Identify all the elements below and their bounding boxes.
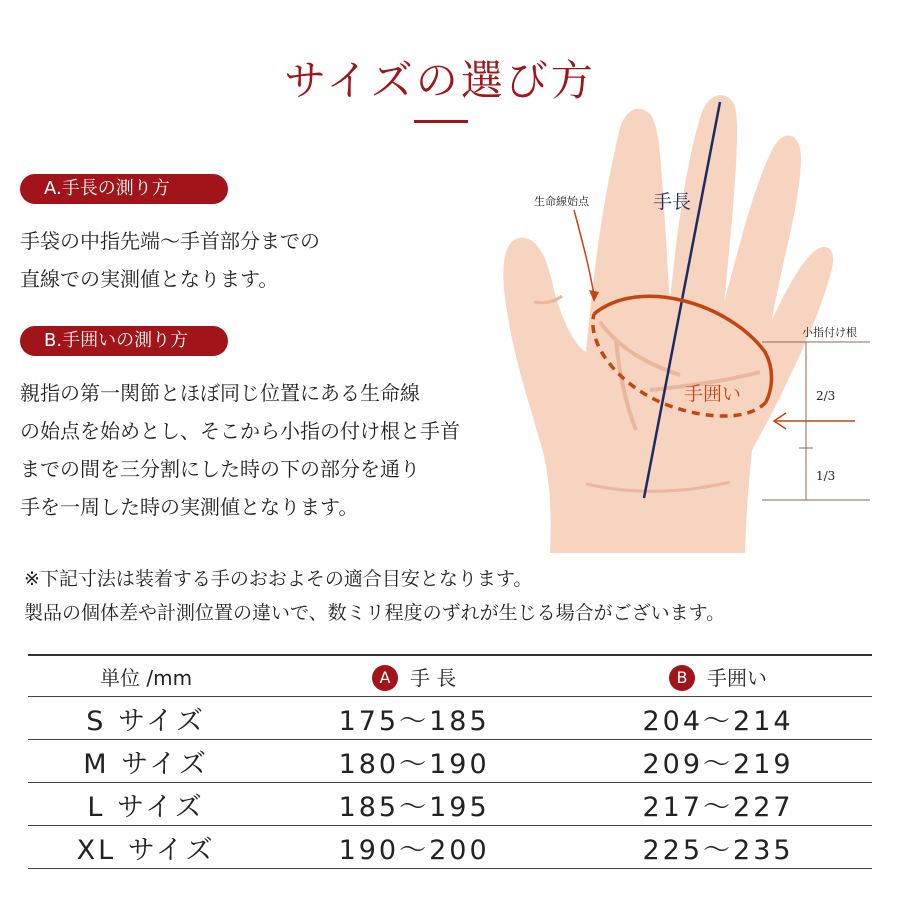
section-b-line: 親指の第一関節とほぼ同じ位置にある生命線 [20,381,420,405]
section-a-text [20,222,400,298]
table-row [28,697,872,740]
size-name: S サイズ [28,697,264,740]
circumference-header-label: 手囲い [707,665,768,690]
hand-diagram [490,90,900,560]
hand-length-header-label: 手 長 [409,665,457,690]
size-name: L サイズ [28,783,264,826]
section-a-line: 直線での実測値となります。 [20,267,279,291]
two-thirds-label: 2/3 [816,389,836,403]
section-b-text [20,374,520,526]
size-name: XL サイズ [28,826,264,869]
title-underline [414,120,468,123]
section-a-line: 手袋の中指先端〜手首部分までの [20,229,320,253]
hand-length-header [264,655,564,697]
hand-shape [503,95,836,553]
page-title: サイズの選び方 [284,56,596,105]
unit-header: 単位 /mm [28,655,264,697]
badge-b: B [669,665,695,691]
circumference-header [564,655,872,697]
size-name: M サイズ [28,740,264,783]
table-row [28,826,872,869]
circumference-value: 209〜219 [564,740,872,783]
size-table [28,654,872,869]
section-b-line: 手を一周した時の実測値となります。 [20,495,359,519]
circumference-value: 204〜214 [564,697,872,740]
lifeline-arrow [574,210,594,296]
hand-length-label: 手長 [653,191,692,213]
circumference-value: 217〜227 [564,783,872,826]
variance-note: 製品の個体差や計測位置の違いで、数ミリ程度のずれが生じる場合がございます。 [24,602,726,624]
section-a-heading: A.手長の測り方 [20,174,228,204]
circumference-value: 225〜235 [564,826,872,869]
fit-note: ※下記寸法は装着する手のおおよその適合目安となります。 [24,568,533,590]
circumference-label: 手囲い [684,383,742,405]
hand-length-value: 185〜195 [264,783,564,826]
section-b-line: の始点を始めとし、そこから小指の付け根と手首 [20,419,460,443]
hand-length-value: 180〜190 [264,740,564,783]
table-row [28,783,872,826]
one-third-label: 1/3 [816,469,836,483]
hand-length-value: 190〜200 [264,826,564,869]
size-table-header [28,655,872,697]
badge-a: A [372,665,398,691]
pinky-base-label: 小指付け根 [802,326,857,339]
section-b-line: までの間を三分割にした時の下の部分を通り [20,457,420,481]
section-b-heading: B.手囲いの測り方 [20,326,228,356]
hand-length-value: 175〜185 [264,697,564,740]
lifeline-label: 生命線始点 [534,195,589,208]
table-row [28,740,872,783]
